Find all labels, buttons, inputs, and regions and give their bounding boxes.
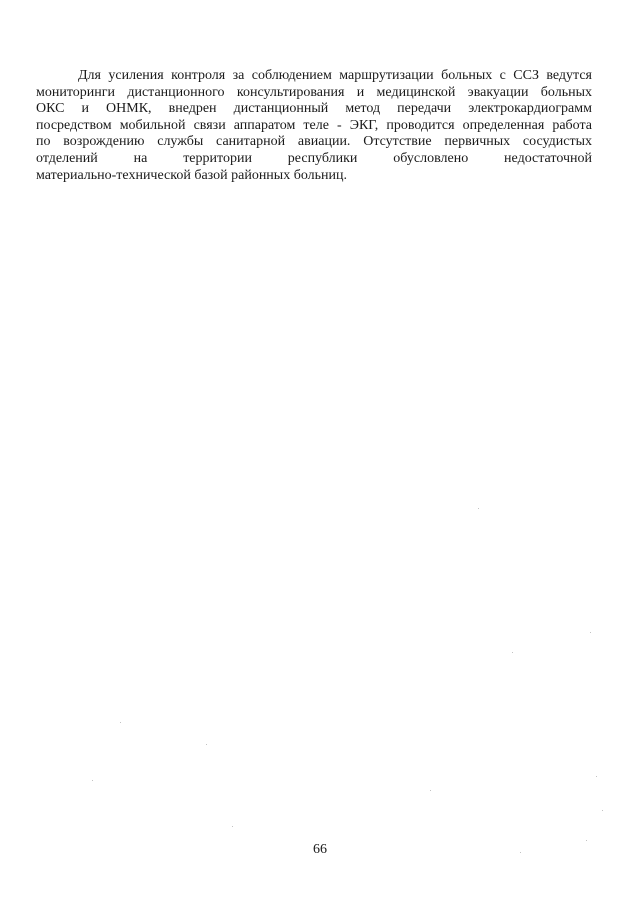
scan-speck: [430, 790, 431, 791]
body-paragraph: [36, 68, 592, 184]
paragraph-line: материально-технической базой районных больниц.: [36, 167, 347, 183]
scan-speck: [92, 780, 93, 781]
scan-speck: [596, 776, 597, 777]
scan-speck: [590, 632, 591, 633]
scan-speck: [602, 810, 603, 811]
paragraph-line: ОКС и ОНМК, внедрен дистанционный метод передачи электрокардиограмм: [36, 101, 592, 117]
scan-speck: [206, 744, 207, 745]
paragraph-line: отделений на территории республики обусловлено недостаточной: [36, 150, 592, 166]
paragraph-line: по возрождению службы санитарной авиации. Отсутствие первичных сосудистых: [36, 134, 592, 150]
scan-speck: [478, 508, 479, 509]
scan-speck: [586, 840, 587, 841]
scan-speck: [232, 826, 233, 827]
paragraph-line: Для усиления контроля за соблюдением маршрутизации больных с ССЗ ведутся: [78, 68, 592, 83]
paragraph-line: посредством мобильной связи аппаратом теле - ЭКГ, проводится определенная работа: [36, 117, 592, 133]
page-number: 66: [313, 842, 327, 857]
paragraph-line: мониторинги дистанционного консультирования и медицинской эвакуации больных: [36, 84, 592, 100]
scan-speck: [512, 652, 513, 653]
scan-speck: [120, 722, 121, 723]
